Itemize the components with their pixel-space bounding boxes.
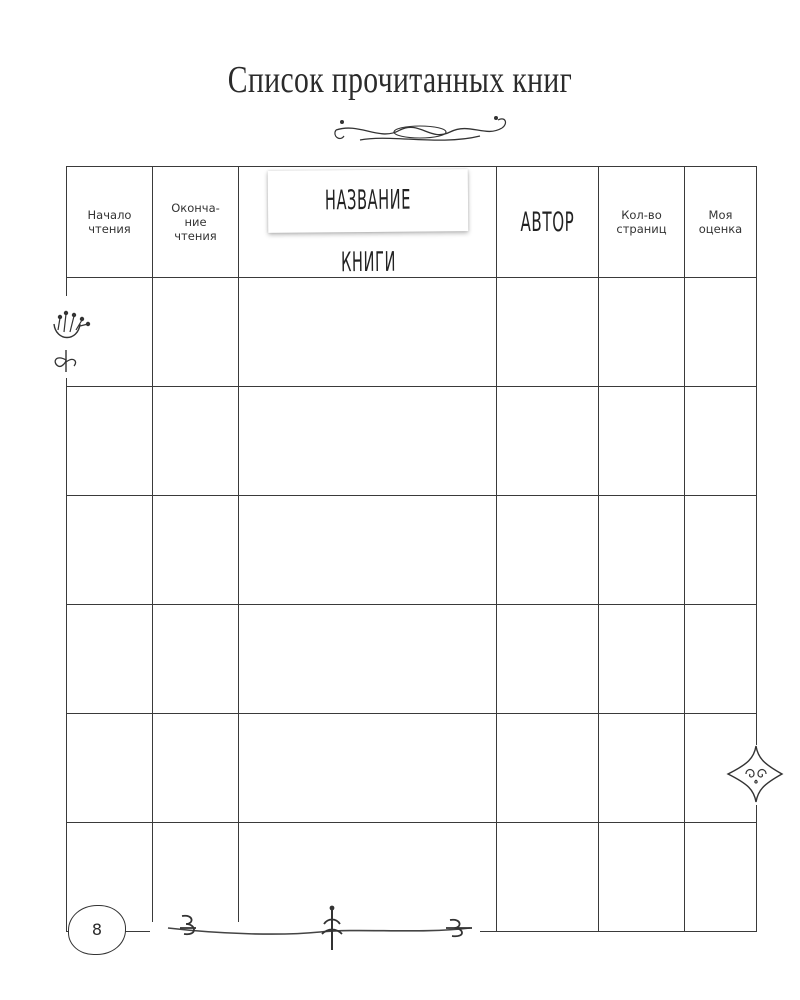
page-title: Список прочитанных книг xyxy=(227,59,573,101)
header-end-reading xyxy=(153,167,239,278)
header-book-title-text: НАЗВАНИЕ КНИГИ xyxy=(324,184,411,278)
table-row xyxy=(67,387,757,496)
table-cell[interactable] xyxy=(239,387,497,496)
table-cell[interactable] xyxy=(67,387,153,496)
table-cell[interactable] xyxy=(497,278,599,387)
table-cell[interactable] xyxy=(599,823,685,932)
header-end-line1: Оконча- xyxy=(171,201,220,215)
table-cell[interactable] xyxy=(239,496,497,605)
header-rating-line2: оценка xyxy=(698,222,743,236)
table-cell[interactable] xyxy=(599,714,685,823)
page-number: 8 xyxy=(68,905,126,955)
bottom-scroll-ornament-icon xyxy=(160,898,490,958)
table-cell[interactable] xyxy=(239,605,497,714)
header-rating-line1: Моя xyxy=(708,208,733,222)
table-row xyxy=(67,496,757,605)
table-cell[interactable] xyxy=(497,714,599,823)
header-pages-line1: Кол-во xyxy=(621,208,662,222)
table-cell[interactable] xyxy=(599,496,685,605)
header-end-line3: чтения xyxy=(174,229,217,243)
table-cell[interactable] xyxy=(153,496,239,605)
table-header-row xyxy=(67,167,757,278)
table-cell[interactable] xyxy=(153,605,239,714)
table-cell[interactable] xyxy=(599,387,685,496)
reading-log-table xyxy=(66,166,757,932)
table-cell[interactable] xyxy=(153,714,239,823)
title-flourish-icon xyxy=(330,112,510,152)
header-start-line1: Начало xyxy=(87,208,132,222)
header-page-count xyxy=(599,167,685,278)
header-start-reading xyxy=(67,167,153,278)
table-cell[interactable] xyxy=(153,387,239,496)
flower-icon xyxy=(48,300,108,380)
table-cell[interactable] xyxy=(685,823,757,932)
table-cell[interactable] xyxy=(67,714,153,823)
table-cell[interactable] xyxy=(497,496,599,605)
table-row xyxy=(67,278,757,387)
table-row xyxy=(67,605,757,714)
header-end-line2: ние xyxy=(184,215,207,229)
table-cell[interactable] xyxy=(685,278,757,387)
header-author-text: АВТОР xyxy=(520,206,575,238)
table-row xyxy=(67,714,757,823)
header-author xyxy=(497,167,599,278)
table-cell[interactable] xyxy=(599,605,685,714)
table-cell[interactable] xyxy=(497,387,599,496)
header-book-title xyxy=(239,167,497,278)
table-cell[interactable] xyxy=(685,387,757,496)
table-cell[interactable] xyxy=(239,714,497,823)
table-cell[interactable] xyxy=(685,605,757,714)
table-cell[interactable] xyxy=(685,496,757,605)
table-cell[interactable] xyxy=(599,278,685,387)
table-cell[interactable] xyxy=(67,605,153,714)
table-cell[interactable] xyxy=(67,496,153,605)
diamond-ornament-icon xyxy=(724,742,788,806)
table-cell[interactable] xyxy=(153,278,239,387)
tape-label xyxy=(267,169,468,278)
header-start-line2: чтения xyxy=(88,222,131,236)
header-pages-line2: страниц xyxy=(616,222,667,236)
table-cell[interactable] xyxy=(497,823,599,932)
table-cell[interactable] xyxy=(497,605,599,714)
header-rating xyxy=(685,167,757,278)
